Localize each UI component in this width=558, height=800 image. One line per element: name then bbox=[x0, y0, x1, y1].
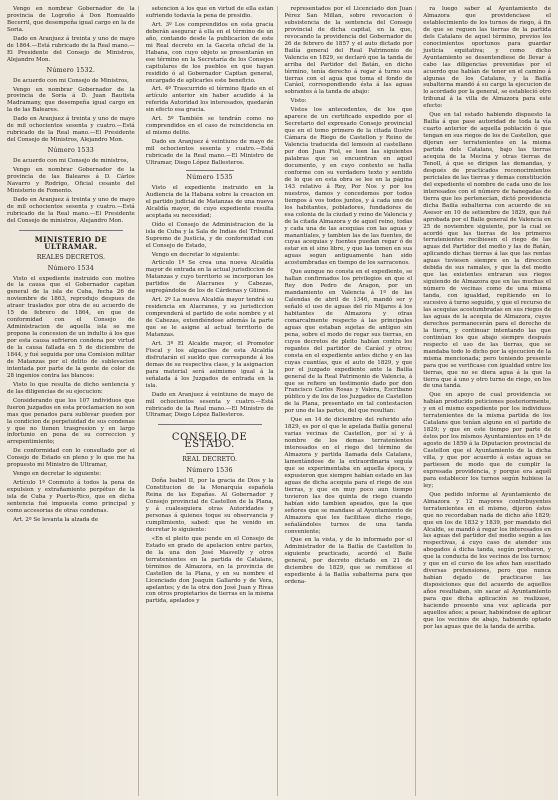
paragraph: Que en 14 de diciembre del referido año 1829, es por el que le apelada Bailía general varias vecinas de Castellon, por sí y á nombre de los demas terratenientes interesados en el riego del término de Almazora y partida llamada dels Catalans, lamentándose de la extraordinaria seguía que se experimentaba en aquella época, y expusieron que siempre habían estado en las aguas de dicha acequia para el riego de sus tierras, y que en muy poco aun tiempo tuvieron las dos quinta de riego cuando habían sido tambien apeados, que la que señores que se mandase al Ayuntamiento de Almazora que les facilitase dicho riego, señalándoles turnos de una tanda conveniente; bbox=[284, 417, 413, 535]
divider-rule bbox=[158, 424, 262, 425]
paragraph: Que en apoyo de cual providencia se habían producido peticiones posteriormente, y en el mismo expediente por los individuos terratenientes de la misma partida de los Catalans que tenían alguno en el partido de 1829; y que en este tiempo por parte de éstos por los mismos Ayuntamientos en 1º de agosto de 1859 á la Diputacion provincial de Castellon que el Ayuntamiento de la dicha villa, y que por acuerdo á estas aguas se partiesen de modo que de cumplir la expresada providencia, y porque era aquél para establecer los turnos según hubiese la ley; bbox=[423, 392, 551, 489]
paragraph: Dado en Aranjuez á veintiuno de mayo de mil ochocientos sesenta y cuatro.—Está rubricado de la Real mano.—El Ministro de Ultramar, Diego López Ballesteros. bbox=[145, 139, 274, 167]
paragraph: Considerando que los 107 individuos que fueron juzgados en esta proclamacion no son mas que penados para sublevar pueden por la condicion de perpetuidad de sus condenas y que no tienen trasgresion y en largo infortunio en pena de su correccion y arrepentimiento; bbox=[7, 397, 135, 446]
divider-rule bbox=[19, 230, 123, 231]
paragraph: representados por el Licenciado don Juan Pérez San Millan, sobre revocacion ó subsistencia de la sentencia del Consejo provincial de dicha capital, en la que, revocando la providencia del Gobernador de 26 de febrero de 1857 y el auto dictado por Bailía general del Real Patrimonio de Valencia en 1829, se declaró que la tanda de arriba del Partidor del Batán, en dicho término, tenía derecho á regar á turno sus tierras con el agua que toma el fondo de Caráol, correspondiendo ésta á las aguas sobrantes á la tanda de abajo: bbox=[284, 6, 413, 96]
section-heading-large: CONSEJO DE ESTADO. bbox=[171, 432, 248, 451]
paragraph: Dado en Aranjuez á veintiuno de mayo de mil ochocientos sesenta y cuatro.—Está rubricado de la Real mano.—El Ministro de Ultramar, Diego López Ballesteros. bbox=[145, 391, 274, 419]
paragraph: Dado en Aranjuez á treinta y uno de mayo de 1864.—Está rubricado de la Real mano.—El Presidente del Consejo de Ministros, Alejandro Mon. bbox=[7, 35, 135, 63]
paragraph: ra luego saber al Ayuntamiento de Almazora que providenciase el establecimiento de los turnos de riego, á fin de que se reguen las tierras de la partida dels Catalans de aquel término, previos los conocimientos oportunos para guardar justicia equitativa; y como dicho Ayuntamiento se desentendiese de llevar á cabo las diligencias prevenidas por el acuerdo que habían de tener en el camino á algunas de los Catalans, y la Bailía subalterna mandó á su cargo la ejecucion de lo acordado por la general, se estableció otro tribunal á la villa de Almazora para este efecto: bbox=[423, 6, 551, 110]
column-3 bbox=[282, 6, 417, 796]
paragraph: setencion á los que en virtud de ella están sufriendo todavía la pena de presidio. bbox=[145, 6, 274, 19]
decree-number: Número 1533 bbox=[47, 147, 95, 155]
paragraph: Vengo en nombrar Gobernador de la provincia de Soria á D. Juan Bautista Madramany, que desempeña igual cargo en la de las Baleares. bbox=[7, 86, 135, 114]
paragraph: Que en la vista, y de lo informado por el Administrador de la Bailía de Castellon lo siguiente practicado, acordó el Baile general, por decreto dictado en 21 de diciembre de 1829, que se remitiese el expediente á la Bailía subalterna para que ordena- bbox=[284, 537, 413, 586]
decree-number: Número 1534 bbox=[47, 264, 95, 272]
column-4 bbox=[420, 6, 554, 796]
decree-number: Número 1535 bbox=[186, 173, 233, 181]
paragraph: Visto lo que resulta de dicho sentencia y de las diligencias de su ejecucion: bbox=[7, 381, 135, 395]
divider-rule bbox=[186, 453, 234, 454]
paragraph: Art. 4º Trascurrido el término fijado en el artículo anterior sin haber acudido á la referida Autoridad los interesados, quedarán sin efecto esa gracia. bbox=[145, 86, 274, 114]
decree-number: Número 1532. bbox=[46, 66, 96, 74]
paragraph: Visto: bbox=[290, 98, 307, 105]
subheading: REALES DECRETOS. bbox=[36, 253, 105, 261]
paragraph: Art. 2º La nueva Alcaldía mayor tendrá su residencia en Alacranes, y su jurisdiccion comprenderá el partido de este nombre y el de Cabezas, extendiéndose además la parte que se le asigne al actual territorio de Matanzas. bbox=[145, 297, 274, 338]
paragraph: Artículo 1º Se crea una nueva Alcaldía mayor de entrada en la actual jurisdiccion de Matanzas y cuyo territorio se incorporan los partidos de Alacranes y Cabezas, segregándolos de los de Cárdenas y Güines. bbox=[145, 260, 274, 295]
divider-rule bbox=[186, 170, 234, 171]
column-1 bbox=[4, 6, 139, 796]
paragraph: De conformidad con lo consultado por el Consejo de Estado en pleno y lo que me ha propuesto mi Ministro de Ultramar, bbox=[7, 448, 135, 469]
paragraph: Art. 3º El Alcalde mayor, el Promotor Fiscal y los alguaciles de esta Alcaldía disfrutarán el sueldo que corresponde á los demas de su respectiva clase, y la asignacion para material será asimismo igual á la señalada á los Juzgados de entrada en la isla. bbox=[145, 340, 274, 389]
paragraph: Art. 2º Se levanta la alzada de bbox=[13, 516, 99, 523]
paragraph: Art. 3º Los comprendidos en esta gracia deberán asegurar á ella en el término de un año, contando desde la publicacion de este mi Real decreto en la Gaceta oficial de la Habana, con cuyo objeto se presentarán en ese término en la Secretaría de los Consejos capitulares de los pueblos en que hayan residido ó al Gobernador Capitan general, encargado de aplicarles este beneficio. bbox=[145, 21, 274, 84]
paragraph: Vistos los antecedentes, de los que aparece de un certificado expedido por el Secretario del expresado Consejo provincial que en el tomo primero de la citada Ilustre Cámara de Riego de Castellon y Reino de Valencia traducida del lemosin al castellano por don Juan Fiol, se leen las siguientes palabras que se encuentran en aquel documento, y en cuyo contexto se halla conforme con su verdadero texto y sentido de lo que en esta obra se lee en la página 143 relativo á Rey, Por Nos y por los nuestros, damos y concedemos por todos tiempos á vos todos juntos, y á cada uno de los habitantes, pobladores, fundadores de esa colonia de la ciudad y reino de Valencia y de la citada Almazora y de aquel reino, todas y cada una de las acequias con las aguas y manantiales, y tambien las de las fuentes, de cuyas acequias y fuentes puedan regar ó de estar en el sino libre, y que las tomen en sus aguas segun antiguamente han sido acostumbradas en tiempo de los sarracenos. bbox=[284, 107, 413, 267]
subheading: REAL DECRETO. bbox=[182, 456, 238, 464]
paragraph: De acuerdo con mi Consejo de ministros, bbox=[13, 158, 129, 165]
paragraph: Que pedido informe al Ayuntamiento de Almazora y 12 mayores contribuyentes terratenientes en el mismo, dijeron éstos que no recordaban nada de dicho año 1829; que en los de 1832 y 1839, por mandato del Alcalde, se mandó á regar los interesados en las aguas del partidor del medio según a las respectivas, á cuyo caso de atender sus abogados á dicha tanda, según probaron, y que la conducta de los vecinos de los turnos; y que en el curso de los años han suscitado diversas pretensiones, pero que nunca habían dejado de practicarse las disposiciones que del acuerdo de aquellos años resultaban, sin sacar al Ayuntamiento para que dicha aplicación se realizase, haciendo presente una vez aplicada por aquellos años; a pesar, habiéndose de aplicar que los vecinos de abajo, habiendo optado por las aguas que de la tanda de arriba. bbox=[423, 491, 551, 630]
paragraph: Que aunque no consta en el expediente, se hallan confirmados los privilegios en que el Rey don Pedro de Aragon, por un mandamiento en Valencia á 1º de las Calendas de abril de 1346, mandó ser y señaló el uso de aguas del río Mijares á los habitantes de Almazora y otras comarcalmente respecto á las principales aguas que estaban sujetas de antiguo sin pena, sobre el modo de regar sus tierras, en cuyos decretos de pleito habían contra los regantes del partidor de Caráol y otros; consta en el expediente antes dicho y en las cuyas cuantías, que el auto de 1829, y que por el juzgado expediente ante la Bailía general de la Real Patrimonio de Valencia, á que se refiere un testimonio dado por don Francisco Carlos Rosas y Valera, Escribano público y de los de los Juzgados de Castellon de la Plana, presentado en tal contestacion por uno de las partes, del que resultan: bbox=[284, 269, 413, 415]
paragraph: Dado en Aranjuez á treinta y uno de mayo de mil ochocientos sesenta y cuatro.—Está rubricado de la Real mano.—El Presidente del Consejo de ministros, Alejandro Mon. bbox=[7, 196, 135, 224]
paragraph: Vengo en decretar lo siguiente: bbox=[13, 471, 102, 478]
paragraph: Vengo en nombrar Gobernador de la provincia de las Baleares á D. Cárlos Navarro y Rodrigo, Oficial cesante del Ministerio de Fomento. bbox=[7, 167, 135, 194]
paragraph: Vengo en decretar lo siguiente: bbox=[151, 251, 240, 258]
paragraph: «En el pleito que pende en el Consejo de Estado en grado de apelacion entre partes, de la una don José Masvelly y otros terratenientes en la partida de Catalans, términos de Almazora, en la provincia de Castellon de la Plana, y en su nombre el Licenciado don Joaquin Gallardo y de Vera, apelantes; y de la otra don José Juan y Rivas con otros propietarios de tierras en la misma partida, apelados y bbox=[145, 535, 274, 605]
paragraph: Visto el expediente instruido en la Audiencia de la Habana sobre la creacion en el partido judicial de Matanzas de una nueva Alcaldía mayor, de cuyo expediente resulta aceptada su necesidad; bbox=[145, 184, 274, 219]
paragraph: Dado en Aranjuez á treinta y uno de mayo de mil ochocientos sesenta y cuatro.—Está rubricado de la Real mano.—El Presidente del Consejo de Ministros, Alejandro Mon. bbox=[7, 116, 135, 144]
text-columns bbox=[4, 6, 554, 796]
paragraph: Art. 5º También se tendrán como no comprendidos en el caso de reincidencia en el mismo delito. bbox=[145, 116, 274, 137]
paragraph: Doña Isabel II, por la gracia de Dios y la Constitucion de la Monarquía española Reina de las Españas. Al Gobernador y Consejo provincial de Castellon de la Plana, y á cualesquiera otras Autoridades y personas á quienes toque su observancia y cumplimiento, sabed: que he venido en decretar lo siguiente: bbox=[145, 478, 274, 533]
paragraph: Que en tal estado habiendo dispuesto la Bailía á que pase autoridad de toda la vía cuarto anterior de aquella población ó que tengan en sus riegos de los de Castellon, que dijeran ser terratenientes en la misma partida dels Catalans, bajo las tierras acequia de la Mecina y otras tierras de Tenoll, á que se dirigen las demandas, y después de practicados reconocimientos periciales de las tierras y demas constitución del expediente el nombre de cada uno de los interesados con el número de hanegadas de tierra que les pertenecían, dictó providencia dicha Bailía subalterna con acuerdo de su Asesor en 10 de setiembre de 1829, que fué aprobada por el Baile general de Valencia en 25 de noviembre siguiente, por la cual se acordó que las tierras de los primeros terratenientes recibiesen el riego de las aguas del Partidor del medio y las de Batán, aplicando dichas tierras á las que las rentas aguas tuviesen siempre en la direccion debida de sus ramales, y que la del medio que las existentes entraran sus riegos siguiendo de Almazora que en las muchas el número de vecinas como de una misma tanda, con igualdad, repitiendo en lo sucesivo á turno seguido, y que el recurso de las acequias acostumbradas en sus riegos de las aguas de la acequia de Almazora, cuyos derechos permanecerán para el derecho de la tierra, y continuar intentando las que continúan los que abajo siempre después respecto el uso de las tierras, que se mandaba todo lo dicho por la ejecucion de la misma mencionada; pero teniendo presente para que se verificase con igualdad entre los tierras, que no se diera agua á la que la tierra que á uno y otro turno de riego, en los de una tanda. bbox=[423, 112, 551, 390]
decree-number: Número 1536 bbox=[186, 467, 233, 475]
column-2 bbox=[143, 6, 278, 796]
paragraph: Visto el expediente instruido con motivo de la causa que el Gobernador capitan general de la isla de Cuba, fecha 26 de noviembre de 1863, reprodujo despues de atraer traslados por otra de su acuerdo de 15 de febrero de 1864, en que de conformidad con el Consejo de Administracion de aquella isla se me propone la concesion de un indulto á los que por esta causa sufrieron condena por virtud de la causa fallada en 5 de diciembre de 1844, y fué seguida por una Comision militar de Matanzas por el delito de sublevacion intentada por parte de la gente de color de 28 ingenios contra las blancos: bbox=[7, 275, 135, 379]
section-heading: MINISTERIO DE ULTRAMAR. bbox=[34, 234, 108, 251]
paragraph: Vengo en nombrar Gobernador de la provincia de Logroño á Don Romualdo Becerril, que desempeña igual cargo en la de Soria. bbox=[7, 6, 135, 33]
paragraph: Oído el Consejo de Administracion de la isla de Cuba y la Sala de Indias del Tribunal Supremo de Justicia, y de conformidad con el Consejo de Estado, bbox=[145, 221, 274, 249]
paragraph: De acuerdo con mi Consejo de Ministros, bbox=[13, 77, 129, 84]
paragraph: Artículo 1º Conmuto á todos la pena de expulsion y extrañamiento perpétuo de la isla de Cuba y Puerto-Rico, que en dicha sentencia fué impuesta como principal y como accesorias de otras condenas. bbox=[7, 480, 135, 514]
